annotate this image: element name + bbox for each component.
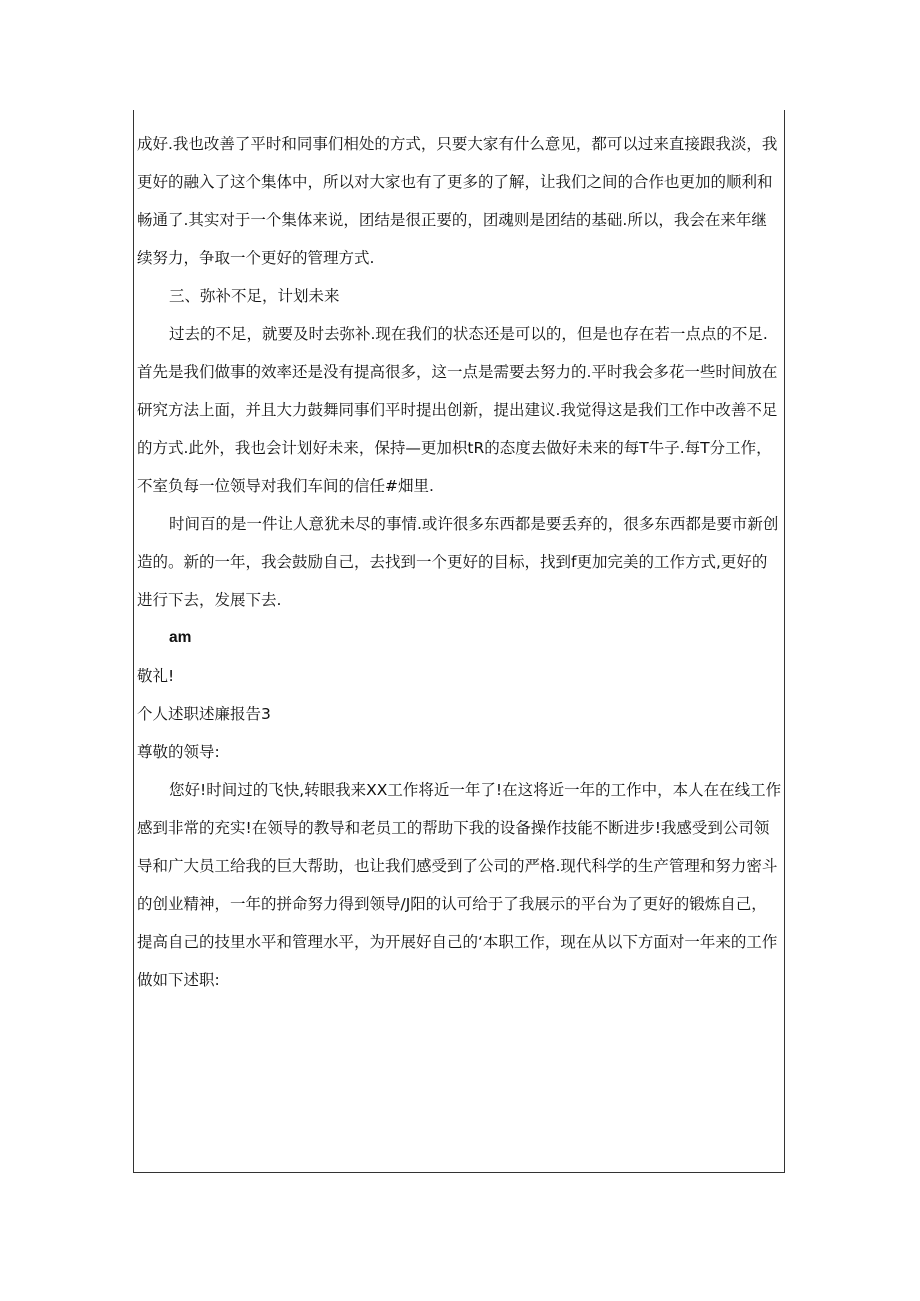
paragraph-intro: 您好!时间过的飞快,转眼我来XX工作将近一年了!在这将近一年的工作中，本人在在线工作感到非常的充实!在领导的教导和老员工的帮助下我的设备操作技能不断进步!我感受到公司领导和广大员工给我的巨大帮助，也让我们感受到了公司的严格.现代科学的生产管理和努力密斗的创业精神，一年的拼命努力得到领导/J阳的认可给于了我展示的平台为了更好的锻炼自己，提高自己的技里水平和管理水平，为开展好自己的‘本职工作，现在从以下方面对一年来的工作做如下述职:	[137, 781, 782, 989]
greeting: 尊敬的领导:	[137, 743, 220, 761]
paragraph-teamwork: 成好.我也改善了平时和同事们相处的方式，只要大家有什么意见，都可以过来直接跟我淡，我更好的融入了这个集体中，所以对大家也有了更多的了解，让我们之间的合作也更加的顺利和畅通了.其实对于一个集体来说，团结是很正要的，团魂则是团结的基础.所以，我会在来年继续努力，争取一个更好的管理方式.	[137, 135, 778, 267]
paragraph-new-year: 时间百的是一件让人意犹未尽的事情.或许很多东西都是要丢弃的，很多东西都是要市新创造的。新的一年，我会鼓励自己，去找到一个更好的目标，找到f更加完美的工作方式,更好的进行下去，发展下去.	[137, 515, 779, 609]
paragraph-shortcomings: 过去的不足，就要及时去弥补.现在我们的状态还是可以的，但是也存在若一点点的不足.首先是我们做事的效率还是没有提高很多，这一点是需要去努力的.平时我会多花一些时间放在研究方法上面，并且大力鼓舞同事们平时提出创新，提出建议.我觉得这是我们工作中改善不足的方式.此外，我也会计划好未来，保持—更加枳tR的态度去做好未来的每T牛子.每T分工作，不室负每一位领导对我们车间的信任#畑里.	[137, 325, 778, 495]
section-heading-improve-plan: 三、弥补不足，计划未来	[169, 287, 340, 305]
report-title: 个人述职述廉报告3	[137, 705, 271, 723]
closing-mark: am	[169, 629, 192, 646]
salute: 敬礼!	[137, 667, 175, 685]
document-body	[137, 125, 782, 999]
